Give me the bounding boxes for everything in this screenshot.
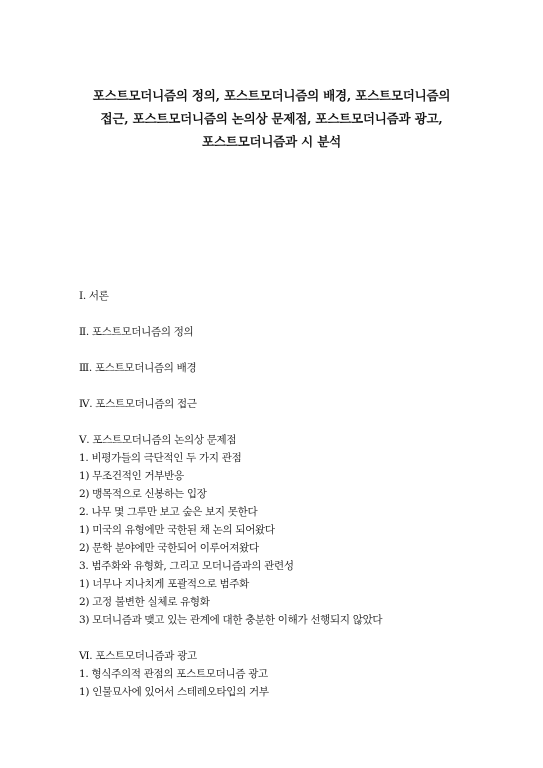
toc-section-2: Ⅱ. 포스트모더니즘의 정의 <box>79 326 194 338</box>
toc-item: 2) 문학 분야에만 국한되어 이루어져왔다 <box>79 542 259 554</box>
toc-item: 2. 나무 몇 그루만 보고 숲은 보지 못한다 <box>79 506 258 518</box>
toc-section-6: Ⅵ. 포스트모더니즘과 광고 <box>79 650 197 662</box>
toc-item: 1. 형식주의적 관점의 포스트모더니즘 광고 <box>79 668 268 680</box>
toc-item: 1) 너무나 지나치게 포괄적으로 범주화 <box>79 578 249 590</box>
toc-item: 2) 맹목적으로 신봉하는 입장 <box>79 488 207 500</box>
document-title <box>40 84 503 153</box>
toc-item: 1) 무조건적인 거부반응 <box>79 470 184 482</box>
toc-section-5: Ⅴ. 포스트모더니즘의 논의상 문제점 <box>79 434 237 446</box>
toc-item: 2) 고정 불변한 실체로 유형화 <box>79 596 210 608</box>
toc-item: 1) 미국의 유형에만 국한된 채 논의 되어왔다 <box>79 524 275 536</box>
toc-item: 3. 범주화와 유형화, 그리고 모더니즘과의 관련성 <box>79 560 294 572</box>
toc-item: 1) 인물묘사에 있어서 스테레오타입의 거부 <box>79 686 269 698</box>
title-line-1: 포스트모더니즘의 정의, 포스트모더니즘의 배경, 포스트모더니즘의 <box>92 88 451 103</box>
toc-item: 1. 비평가들의 극단적인 두 가지 관점 <box>79 452 242 464</box>
toc-section-4: Ⅳ. 포스트모더니즘의 접근 <box>79 398 197 410</box>
toc-section-1: Ⅰ. 서론 <box>79 290 109 302</box>
toc-item: 3) 모더니즘과 맺고 있는 관계에 대한 충분한 이해가 선행되지 않았다 <box>79 614 383 626</box>
title-line-2: 접근, 포스트모더니즘의 논의상 문제점, 포스트모더니즘과 광고, <box>100 111 443 126</box>
title-line-3: 포스트모더니즘과 시 분석 <box>202 134 341 149</box>
toc-section-3: Ⅲ. 포스트모더니즘의 배경 <box>79 362 197 374</box>
